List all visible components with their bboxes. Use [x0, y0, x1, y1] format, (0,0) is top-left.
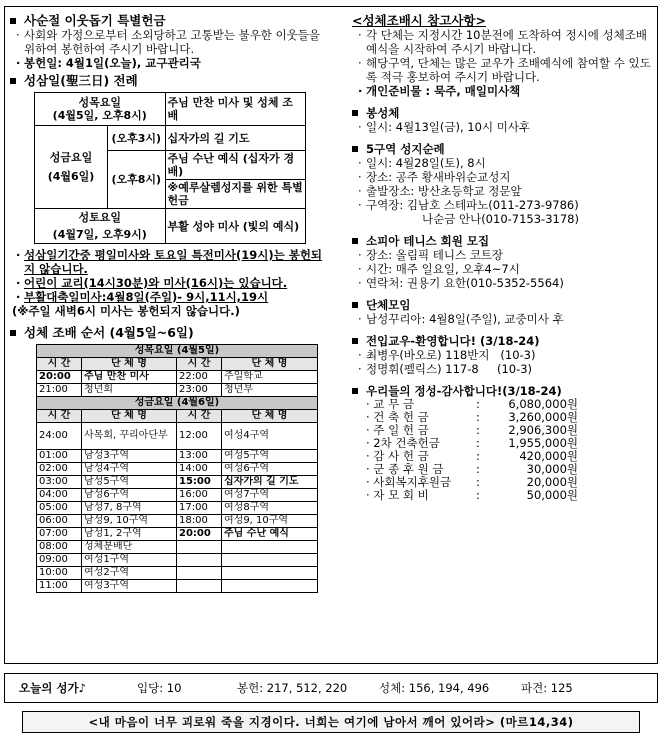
time-cell: 18:00: [177, 515, 222, 528]
donation-amount: 420,000원: [519, 449, 578, 463]
group-cell: 여성3구역: [82, 580, 177, 593]
group-cell: 남성7, 8구역: [82, 502, 177, 515]
time-cell: 07:00: [37, 528, 82, 541]
good-friday-note: ※예루살렘성지를 위한 특별헌금: [165, 180, 305, 209]
triduum-note-3: 부활대축일미사:4월8일(주일)- 9시,11시,19시: [24, 290, 269, 304]
time-cell: 10:00: [37, 567, 82, 580]
time-cell: [177, 580, 222, 593]
group-cell: 남성1, 2구역: [82, 528, 177, 541]
donation-amount: 2,906,300원: [508, 423, 578, 437]
section-body: 사회와 가정으로부터 소외당하고 고통받는 불우한 이웃들을 위하여 봉헌하여 주시기 바랍니다.: [24, 28, 320, 56]
time-cell: 05:00: [37, 502, 82, 515]
group-cell: 여성8구역: [222, 502, 318, 515]
donation-colon: :: [476, 436, 480, 450]
square-bullet-icon: [352, 388, 358, 394]
donation-label: · 자 모 회 비: [366, 488, 429, 502]
section-donations: [352, 384, 652, 502]
section-title: 성체 조배 순서 (4월5일~6일): [24, 325, 194, 340]
group-cell: 여성6구역: [222, 463, 318, 476]
group-cell: 남성4구역: [82, 463, 177, 476]
time-cell: 15:00: [177, 476, 222, 489]
time-cell: 20:00: [177, 528, 222, 541]
time-cell: 21:00: [37, 384, 82, 397]
time-cell: [177, 567, 222, 580]
time-cell: 03:00: [37, 476, 82, 489]
holy-thursday-event: 주님 만찬 미사 및 성체 조배: [165, 93, 305, 126]
donation-label: · 주 일 헌 금: [366, 423, 429, 437]
section-tennis: 소피아 테니스 회원 모집 · 장소: 올림픽 테니스 코트장 · 시간: 매주 일요일, 오후4~7시 · 연락처: 권용기 요한(010-5352-5564): [352, 234, 652, 290]
section-title: 단체모임: [366, 298, 411, 312]
hymn-entrance: 입당: 10: [137, 681, 182, 695]
group-cell: 여성4구역: [222, 423, 318, 450]
donation-list: [352, 398, 652, 502]
square-bullet-icon: [352, 238, 358, 244]
time-cell: 06:00: [37, 515, 82, 528]
good-friday-event-1: 십자가의 길 기도: [165, 126, 305, 151]
time-cell: 04:00: [37, 489, 82, 502]
section-pilgrimage: 5구역 성지순례 · 일시: 4월28일(토), 8시 · 장소: 공주 황새바위순교성지 · 출발장소: 방산초등학교 정문앞 · 구역장: 김남호 스테파노(011-273-9786) 나순금 안나(010-7153-3178): [352, 142, 652, 226]
donation-colon: :: [476, 423, 480, 437]
donation-label: · 건 축 헌 금: [366, 410, 429, 424]
group-cell: 여성9, 10구역: [222, 515, 318, 528]
section-title: 성삼일(聖三日) 전례: [24, 73, 138, 88]
group-cell: 남성5구역: [82, 476, 177, 489]
section-adoration-order: [10, 326, 330, 593]
donation-label: · 사회복지후원금: [366, 475, 452, 489]
table-row: [37, 476, 318, 489]
time-cell: 17:00: [177, 502, 222, 515]
section-triduum: 성삼일(聖三日) 전례 성목요일 (4월5일, 오후8시) 주님 만찬 미사 및 성체 조배 성금요일 (4월6일) (오후3시) 십자가의 길 기도 (오후8시) 주님 수난 예식 (십자가 경배) ※예루살렘성지를 위한 특별헌금 성토요일 (4월7일, 오후9시) 부활 성야 미사 (빛의 예식) · 성삼일기간중 평일미사와 토요일 특전미사(19시)는 봉헌되지 않습니다. · 어린이 교리(14시30분)와 미사(16시)는 있습니다. · 부활대축일미사:4월8일(주일)- 9시,11시,19시 (※주일 새벽6시 미사는 봉헌되지 않습니다.): [12, 73, 323, 318]
donation-label: · 2차 건축헌금: [366, 436, 440, 450]
section-title: 봉성체: [366, 106, 400, 120]
square-bullet-icon: [352, 110, 358, 116]
group-cell: 여성2구역: [82, 567, 177, 580]
group-cell: 남성3구역: [82, 450, 177, 463]
time-cell: [177, 541, 222, 554]
hymn-communion: 성체: 156, 194, 496: [379, 681, 490, 695]
group-cell: 남성9, 10구역: [82, 515, 177, 528]
group-cell: 주님 만찬 미사: [82, 371, 177, 384]
table-row: [37, 528, 318, 541]
donation-amount: 1,955,000원: [508, 436, 578, 450]
square-bullet-icon: [352, 302, 358, 308]
donation-amount: 20,000원: [526, 475, 578, 489]
time-cell: 14:00: [177, 463, 222, 476]
donation-colon: :: [476, 488, 480, 502]
donation-amount: 30,000원: [526, 462, 578, 476]
donation-amount: 3,260,000원: [508, 410, 578, 424]
section-adoration-notes: <성체조배시 참고사항> · 각 단체는 지정시간 10분전에 도착하여 정시에 성체조배 예식을 시작하여 주시기 바랍니다. · 해당구역, 단체는 많은 교우가 조배예식에 참여할 수 있도록 적극 홍보하여 주시기 바랍니다. · 개인준비물 : 묵주, 매일미사책: [352, 13, 651, 98]
square-bullet-icon: [10, 330, 16, 336]
triduum-note-1: 성삼일기간중 평일미사와 토요일 특전미사(19시)는 봉헌되지 않습니다.: [24, 248, 323, 276]
table-row: [37, 450, 318, 463]
group-cell: [222, 554, 318, 567]
time-cell: 09:00: [37, 554, 82, 567]
donation-colon: :: [476, 449, 480, 463]
hymn-label: 오늘의 성가♪: [19, 681, 86, 695]
group-cell: 청년회: [82, 384, 177, 397]
donation-label: · 감 사 헌 금: [366, 449, 429, 463]
table-row: [37, 541, 318, 554]
holy-saturday-event: 부활 성야 미사 (빛의 예식): [165, 209, 305, 244]
section-new-members: 전입교우-환영합니다! (3/18-24) · 최병우(바오로) 118반지 (10-3) · 정명휘(펠릭스) 117-8 (10-3): [352, 334, 652, 376]
scripture-verse: <내 마음이 너무 괴로워 죽을 지경이다. 너희는 여기에 남아서 깨어 있어라> (마르14,34): [22, 711, 640, 733]
group-cell: 여성1구역: [82, 554, 177, 567]
triduum-note-4: (※주일 새벽6시 미사는 봉헌되지 않습니다.): [12, 304, 240, 318]
section-title: 우리들의 정성-감사합니다!(3/18-24): [366, 384, 562, 398]
group-cell: 여성7구역: [222, 489, 318, 502]
table-row: [37, 554, 318, 567]
table-row: [37, 567, 318, 580]
group-cell: 남성6구역: [82, 489, 177, 502]
triduum-table: 성목요일 (4월5일, 오후8시) 주님 만찬 미사 및 성체 조배 성금요일 (4월6일) (오후3시) 십자가의 길 기도 (오후8시) 주님 수난 예식 (십자가 경배) ※예루살렘성지를 위한 특별헌금 성토요일 (4월7일, 오후9시) 부활 성야 미사 (빛의 예식): [34, 92, 306, 244]
donation-colon: :: [476, 410, 480, 424]
section-title: 사순절 이웃돕기 특별헌금: [24, 13, 166, 28]
offering-date: 봉헌일: 4월1일(오늘), 교구관리국: [24, 56, 201, 70]
donation-colon: :: [476, 397, 480, 411]
section-title: 5구역 성지순례: [366, 142, 445, 156]
time-cell: 13:00: [177, 450, 222, 463]
donation-row: [352, 489, 652, 502]
donation-label: · 교 무 금: [366, 397, 414, 411]
group-cell: 성체분배단: [82, 541, 177, 554]
time-cell: 22:00: [177, 371, 222, 384]
hymn-bar: [4, 673, 658, 703]
time-cell: 12:00: [177, 423, 222, 450]
donation-amount: 50,000원: [526, 488, 578, 502]
group-cell: 청년부: [222, 384, 318, 397]
table-row: [37, 580, 318, 593]
donation-label: · 군 종 후 원 금: [366, 462, 444, 476]
time-cell: 23:00: [177, 384, 222, 397]
table-row: [37, 371, 318, 384]
square-bullet-icon: [352, 338, 358, 344]
donation-amount: 6,080,000원: [508, 397, 578, 411]
section-home-communion: 봉성체 · 일시: 4월13일(금), 10시 미사후: [352, 106, 652, 134]
time-cell: 16:00: [177, 489, 222, 502]
section-title: 전입교우-환영합니다! (3/18-24): [366, 334, 540, 348]
table-row: [37, 384, 318, 397]
group-cell: [222, 580, 318, 593]
table-row: [37, 515, 318, 528]
group-cell: 여성5구역: [222, 450, 318, 463]
section-lent-offering: 사순절 이웃돕기 특별헌금 · 사회와 가정으로부터 소외당하고 고통받는 불우한 이웃들을 위하여 봉헌하여 주시기 바랍니다. · 봉헌일: 4월1일(오늘), 교구관리국: [10, 14, 330, 70]
group-cell: 주일학교: [222, 371, 318, 384]
group-cell: 주님 수난 예식: [222, 528, 318, 541]
group-cell: [222, 541, 318, 554]
group-cell: 십자가의 길 기도: [222, 476, 318, 489]
section-group-meeting: 단체모임 · 남성꾸리아: 4월8일(주일), 교중미사 후: [352, 298, 652, 326]
square-bullet-icon: [10, 18, 16, 24]
section-title: <성체조배시 참고사항>: [352, 13, 486, 28]
donation-colon: :: [476, 462, 480, 476]
time-cell: 02:00: [37, 463, 82, 476]
square-bullet-icon: [352, 146, 358, 152]
adoration-schedule-table: 성목요일 (4월5일) 시 간 단 체 명 시 간 단 체 명 20:00 주님 만찬 미사 22:00 주일학교 21:00 청년회 23:00 청년부 성금요일 (4월6일) 시 간 단 체 명 시 간 단 체 명 24:00 사목회, 꾸리아단부 12:00 여성4구역 01:00 남성3구역 13:00 여성5구역 02:00 남성4구역 14:00 여성6구역 03:00 남성5구역 15:00 십자가의 길 기도 04:00 남성6구역 16:00 여성7구역 05:00 남성7, 8구역 17:00 여성8구역 06:00 남성9, 10구역 18:00 여성9, 10구역 07:00 남성1, 2구역 20:00 주님 수난 예식 08:00 성체분배단 09:00 여성1구역 10:00 여성2구역 11:00 여성3구역: [36, 344, 318, 593]
section-title: 소피아 테니스 회원 모집: [366, 234, 490, 248]
table-row: [37, 489, 318, 502]
left-column: [10, 14, 330, 597]
time-cell: 01:00: [37, 450, 82, 463]
hymn-offertory: 봉헌: 217, 512, 220: [237, 681, 348, 695]
time-cell: 20:00: [37, 371, 82, 384]
square-bullet-icon: [10, 78, 16, 84]
donation-colon: :: [476, 475, 480, 489]
time-cell: 08:00: [37, 541, 82, 554]
right-column: [352, 14, 652, 506]
table-row: [37, 463, 318, 476]
time-cell: 11:00: [37, 580, 82, 593]
triduum-note-2: 어린이 교리(14시30분)와 미사(16시)는 있습니다.: [24, 276, 288, 290]
group-cell: 사목회, 꾸리아단부: [82, 423, 177, 450]
group-cell: [222, 567, 318, 580]
time-cell: 24:00: [37, 423, 82, 450]
good-friday-event-2: 주님 수난 예식 (십자가 경배): [165, 151, 305, 180]
time-cell: [177, 554, 222, 567]
hymn-dismissal: 파견: 125: [521, 681, 573, 695]
table-row: [37, 423, 318, 450]
table-row: [37, 502, 318, 515]
